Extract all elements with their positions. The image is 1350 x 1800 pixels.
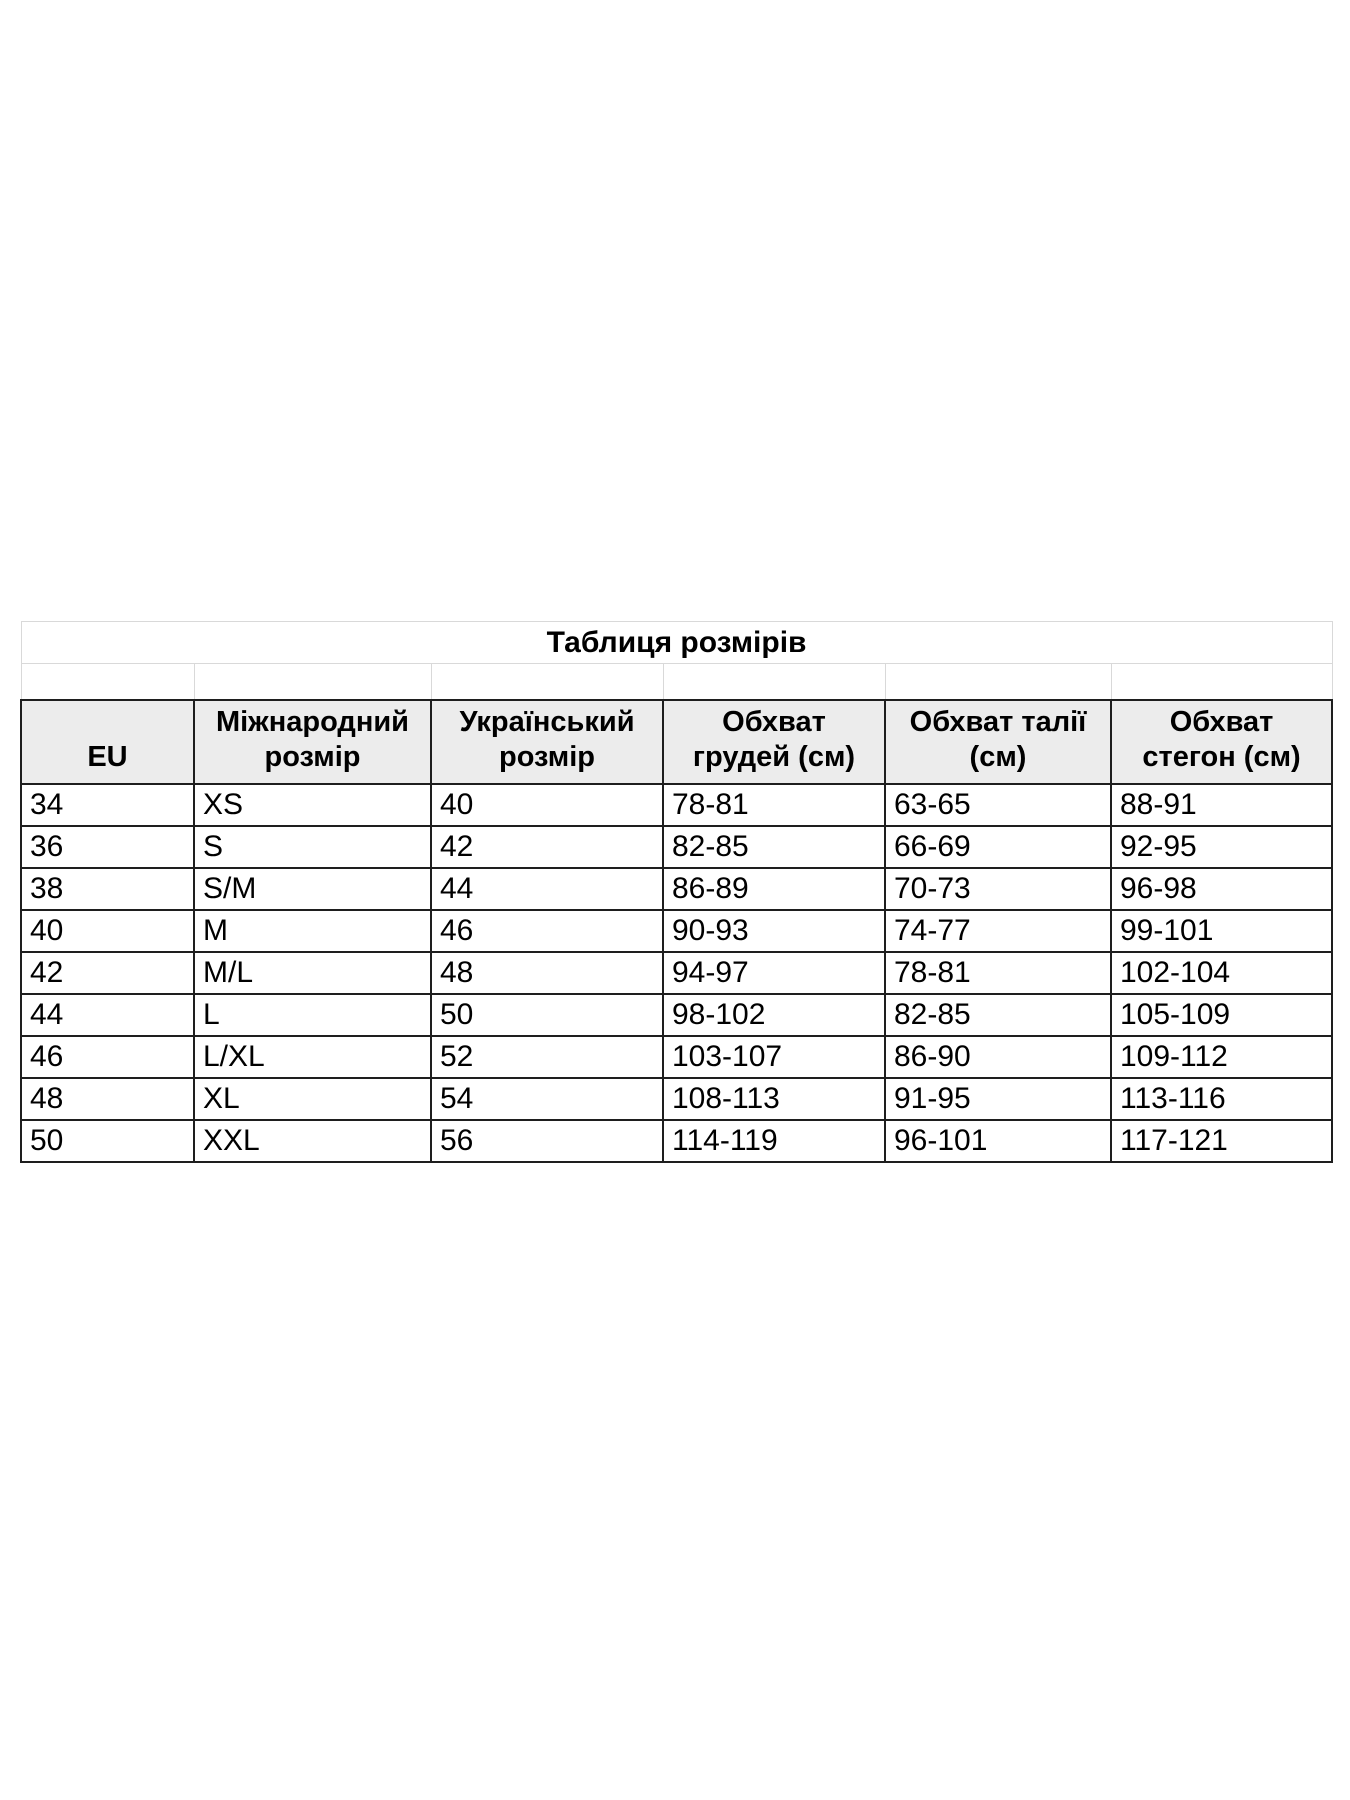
table-row — [21, 826, 1332, 868]
cell-hips-cm: 96-98 — [1111, 868, 1332, 910]
cell-ukrainian-size: 54 — [431, 1078, 663, 1120]
cell-waist-cm: 82-85 — [885, 994, 1111, 1036]
header-chest-line-1: Обхват — [722, 706, 826, 738]
cell-waist-cm: 63-65 — [885, 784, 1111, 826]
cell-ukrainian-size: 42 — [431, 826, 663, 868]
header-eu-line-1: EU — [87, 741, 128, 773]
table-row — [21, 994, 1332, 1036]
cell-hips-cm: 92-95 — [1111, 826, 1332, 868]
cell-eu-size: 46 — [21, 1036, 194, 1078]
cell-waist-cm: 86-90 — [885, 1036, 1111, 1078]
cell-chest-cm: 90-93 — [663, 910, 885, 952]
cell-eu-size: 48 — [21, 1078, 194, 1120]
spacer-row — [21, 664, 1332, 701]
cell-waist-cm: 74-77 — [885, 910, 1111, 952]
cell-hips-cm: 88-91 — [1111, 784, 1332, 826]
table-title: Таблиця розмірів — [21, 622, 1332, 664]
cell-chest-cm: 86-89 — [663, 868, 885, 910]
spacer-cell — [663, 664, 885, 701]
header-ukrainian-line-2: розмір — [499, 741, 595, 773]
cell-ukrainian-size: 40 — [431, 784, 663, 826]
cell-hips-cm: 102-104 — [1111, 952, 1332, 994]
cell-hips-cm: 99-101 — [1111, 910, 1332, 952]
header-chest-line-2: грудей (см) — [692, 741, 856, 773]
header-waist-line-2: (см) — [969, 741, 1027, 773]
cell-hips-cm: 109-112 — [1111, 1036, 1332, 1078]
size-table-top — [21, 622, 1332, 785]
size-table-body — [21, 784, 1332, 1162]
cell-international-size: XS — [194, 784, 431, 826]
cell-international-size: L/XL — [194, 1036, 431, 1078]
cell-chest-cm: 103-107 — [663, 1036, 885, 1078]
cell-chest-cm: 82-85 — [663, 826, 885, 868]
cell-ukrainian-size: 44 — [431, 868, 663, 910]
header-cell-waist — [885, 700, 1111, 784]
cell-international-size: XL — [194, 1078, 431, 1120]
header-cell-ukrainian-size — [431, 700, 663, 784]
cell-waist-cm: 66-69 — [885, 826, 1111, 868]
table-title-row — [21, 622, 1332, 664]
header-hips-line-2: стегон (см) — [1142, 741, 1301, 773]
cell-international-size: M — [194, 910, 431, 952]
header-ukrainian-line-1: Український — [459, 706, 635, 738]
header-international-line-1: Міжнародний — [215, 706, 410, 738]
cell-eu-size: 40 — [21, 910, 194, 952]
cell-international-size: XXL — [194, 1120, 431, 1162]
header-hips-line-1: Обхват — [1169, 706, 1274, 738]
spacer-cell — [21, 664, 194, 701]
header-cell-chest — [663, 700, 885, 784]
header-row — [21, 700, 1332, 784]
cell-ukrainian-size: 48 — [431, 952, 663, 994]
cell-chest-cm: 108-113 — [663, 1078, 885, 1120]
cell-ukrainian-size: 52 — [431, 1036, 663, 1078]
cell-chest-cm: 114-119 — [663, 1120, 885, 1162]
cell-chest-cm: 94-97 — [663, 952, 885, 994]
cell-waist-cm: 70-73 — [885, 868, 1111, 910]
cell-eu-size: 50 — [21, 1120, 194, 1162]
table-row — [21, 1036, 1332, 1078]
table-row — [21, 910, 1332, 952]
cell-eu-size: 44 — [21, 994, 194, 1036]
cell-chest-cm: 78-81 — [663, 784, 885, 826]
header-international-line-2: розмір — [264, 741, 361, 773]
spacer-cell — [1111, 664, 1332, 701]
cell-eu-size: 42 — [21, 952, 194, 994]
cell-ukrainian-size: 56 — [431, 1120, 663, 1162]
cell-hips-cm: 117-121 — [1111, 1120, 1332, 1162]
cell-eu-size: 38 — [21, 868, 194, 910]
size-table — [20, 621, 1333, 1163]
cell-eu-size: 36 — [21, 826, 194, 868]
cell-international-size: M/L — [194, 952, 431, 994]
cell-waist-cm: 96-101 — [885, 1120, 1111, 1162]
spacer-cell — [194, 664, 431, 701]
table-row — [21, 1120, 1332, 1162]
header-waist-line-1: Обхват талії — [909, 706, 1087, 738]
spacer-cell — [431, 664, 663, 701]
cell-international-size: S — [194, 826, 431, 868]
cell-eu-size: 34 — [21, 784, 194, 826]
spacer-cell — [885, 664, 1111, 701]
table-row — [21, 952, 1332, 994]
cell-ukrainian-size: 50 — [431, 994, 663, 1036]
header-cell-international-size — [194, 700, 431, 784]
cell-ukrainian-size: 46 — [431, 910, 663, 952]
table-row — [21, 1078, 1332, 1120]
cell-hips-cm: 105-109 — [1111, 994, 1332, 1036]
cell-waist-cm: 91-95 — [885, 1078, 1111, 1120]
cell-waist-cm: 78-81 — [885, 952, 1111, 994]
table-row — [21, 868, 1332, 910]
cell-international-size: S/M — [194, 868, 431, 910]
cell-hips-cm: 113-116 — [1111, 1078, 1332, 1120]
cell-chest-cm: 98-102 — [663, 994, 885, 1036]
header-cell-hips — [1111, 700, 1332, 784]
cell-international-size: L — [194, 994, 431, 1036]
table-row — [21, 784, 1332, 826]
header-cell-eu — [21, 700, 194, 784]
